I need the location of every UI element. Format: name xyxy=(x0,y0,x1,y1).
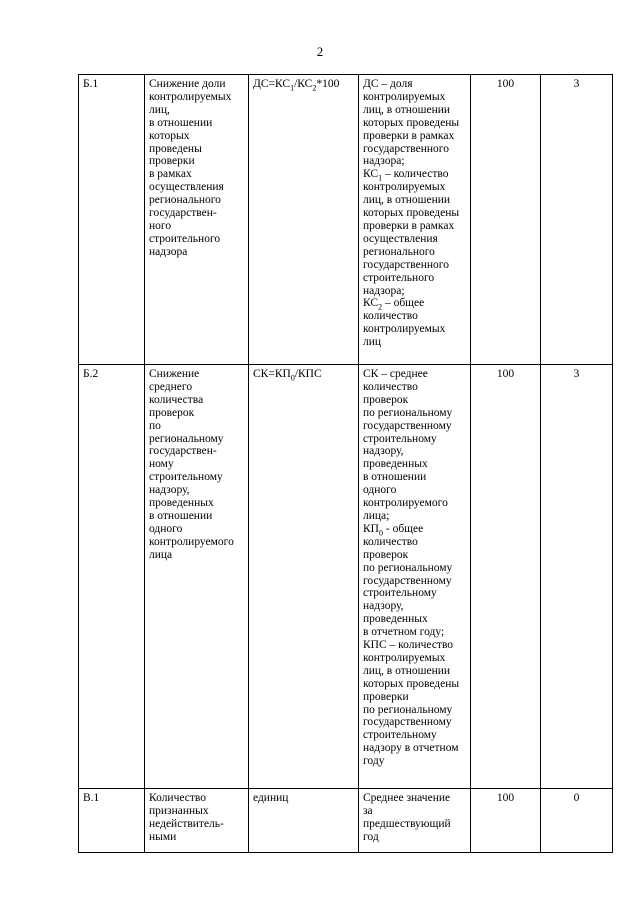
indicator-formula: единиц xyxy=(249,789,359,853)
description-line: контролируемого xyxy=(363,497,448,510)
indicator-name-line: Снижение xyxy=(149,368,200,380)
description-line: надзору, xyxy=(363,600,404,613)
weight-value: 3 xyxy=(541,365,613,789)
description-line: строительного xyxy=(363,271,435,284)
description-line: по региональному xyxy=(363,703,453,716)
indicator-code: В.1 xyxy=(79,789,145,853)
indicator-name-line: которых xyxy=(149,129,190,142)
subscript: 1 xyxy=(290,83,295,93)
description-line: по региональному xyxy=(363,561,453,574)
description-line: проверки в рамках xyxy=(363,219,455,232)
subscript: 0 xyxy=(290,373,295,383)
description-line: которых проведены xyxy=(363,207,460,220)
description-line: регионального xyxy=(363,245,435,258)
description-line: $КС_1$ – количество xyxy=(363,168,449,183)
description-line: $КС_2$ – общее xyxy=(363,297,425,312)
indicators-table xyxy=(78,74,613,853)
indicator-name-line: проверок xyxy=(149,406,195,419)
indicator-name-line: ного xyxy=(149,219,172,232)
description-line: государственному xyxy=(363,419,452,432)
indicator-description xyxy=(359,75,471,365)
description-line: контролируемых xyxy=(363,181,446,194)
table-row xyxy=(79,789,613,853)
description-line: количество xyxy=(363,310,418,323)
description-line: году xyxy=(363,755,385,768)
indicator-name-line: надзору, xyxy=(149,484,190,497)
table-row xyxy=(79,365,613,789)
indicator-name-line: лица xyxy=(149,548,173,561)
description-line: лиц, в отношении xyxy=(363,103,451,116)
indicator-name-line: проведенных xyxy=(149,497,214,510)
indicator-name-line: по xyxy=(149,419,161,432)
indicator-code: Б.2 xyxy=(79,365,145,789)
indicator-formula: $СК=КП_0$/КПС xyxy=(249,365,359,789)
weight-value: 3 xyxy=(541,75,613,365)
indicator-name-line: регионального xyxy=(149,194,221,207)
table-row xyxy=(79,75,613,365)
description-line: государственного xyxy=(363,142,449,155)
indicator-name-line: признанных xyxy=(149,804,209,817)
indicator-description xyxy=(359,789,471,853)
subscript: 2 xyxy=(312,83,317,93)
description-line: проверок xyxy=(363,393,409,406)
indicator-name-line: в отношении xyxy=(149,116,213,129)
description-line: надзору в отчетном xyxy=(363,742,459,755)
indicator-description xyxy=(359,365,471,789)
target-value: 100 xyxy=(471,789,541,853)
description-line: лиц xyxy=(363,336,382,349)
indicator-name-line: количества xyxy=(149,393,204,406)
description-line: Среднее значение xyxy=(363,792,451,804)
indicator-name-line: лиц, xyxy=(149,103,170,116)
indicator-name-line: государствен- xyxy=(149,445,217,458)
description-line: проведенных xyxy=(363,458,428,471)
description-line: которых проведены xyxy=(363,116,460,129)
description-line: государственного xyxy=(363,258,449,271)
description-line: осуществления xyxy=(363,232,438,245)
indicator-name-line: недействитель- xyxy=(149,817,224,830)
description-line: лиц, в отношении xyxy=(363,194,451,207)
description-line: надзора; xyxy=(363,284,405,297)
subscript: 2 xyxy=(378,302,383,312)
description-line: надзору, xyxy=(363,445,404,458)
indicator-name xyxy=(145,365,249,789)
indicator-name-line: контролируемых xyxy=(149,90,232,103)
target-value: 100 xyxy=(471,365,541,789)
description-line: которых проведены xyxy=(363,677,460,690)
description-line: проведенных xyxy=(363,613,428,626)
indicator-name-line: надзора xyxy=(149,245,188,258)
indicator-code: Б.1 xyxy=(79,75,145,365)
indicator-name-line: проверки xyxy=(149,155,195,168)
description-line: ДС – доля xyxy=(363,78,413,90)
indicator-name-line: контролируемого xyxy=(149,535,234,548)
indicator-name-line: Количество xyxy=(149,792,206,804)
description-line: СК – среднее xyxy=(363,368,428,380)
indicator-name-line: осуществления xyxy=(149,181,224,194)
indicator-name-line: строительному xyxy=(149,471,223,484)
subscript: 1 xyxy=(378,173,383,183)
description-line: $КП_0$ - общее xyxy=(363,522,424,538)
description-line: строительному xyxy=(363,432,437,445)
description-line: государственному xyxy=(363,716,452,729)
description-line: проверки в рамках xyxy=(363,129,455,142)
description-line: предшествующий xyxy=(363,817,451,830)
indicator-name-line: среднего xyxy=(149,380,193,393)
indicator-name xyxy=(145,75,249,365)
description-line: контролируемых xyxy=(363,651,446,664)
description-line: надзора; xyxy=(363,155,405,168)
description-line: количество xyxy=(363,380,418,393)
description-line: в отношении xyxy=(363,471,427,484)
target-value: 100 xyxy=(471,75,541,365)
indicator-name-line: государствен- xyxy=(149,207,217,220)
description-line: контролируемых xyxy=(363,323,446,336)
page-number: 2 xyxy=(316,44,324,59)
indicator-name-line: ными xyxy=(149,830,177,843)
indicator-name-line: ному xyxy=(149,458,174,471)
description-line: год xyxy=(363,830,379,843)
description-line: проверок xyxy=(363,548,409,561)
subscript: 0 xyxy=(378,528,383,538)
indicator-name-line: Снижение доли xyxy=(149,78,226,90)
indicator-name-line: одного xyxy=(149,522,183,535)
indicator-name-line: в отношении xyxy=(149,509,213,522)
description-line: за xyxy=(363,804,373,817)
indicator-name-line: региональному xyxy=(149,432,224,445)
description-line: государственному xyxy=(363,574,452,587)
description-line: строительному xyxy=(363,729,437,742)
indicator-name-line: проведены xyxy=(149,142,202,155)
description-line: в отчетном году; xyxy=(363,626,445,639)
indicator-name-line: строительного xyxy=(149,232,221,245)
weight-value: 0 xyxy=(541,789,613,853)
indicator-formula: $ДС=КС_1/КС_2*100$ xyxy=(249,75,359,365)
indicator-name xyxy=(145,789,249,853)
description-line: КПС – количество xyxy=(363,639,454,652)
description-line: количество xyxy=(363,535,418,548)
description-line: одного xyxy=(363,484,397,497)
description-line: проверки xyxy=(363,690,409,703)
description-line: контролируемых xyxy=(363,90,446,103)
description-line: лиц, в отношении xyxy=(363,664,451,677)
indicator-name-line: в рамках xyxy=(149,168,192,181)
description-line: строительному xyxy=(363,587,437,600)
description-line: по региональному xyxy=(363,406,453,419)
description-line: лица; xyxy=(363,509,390,522)
